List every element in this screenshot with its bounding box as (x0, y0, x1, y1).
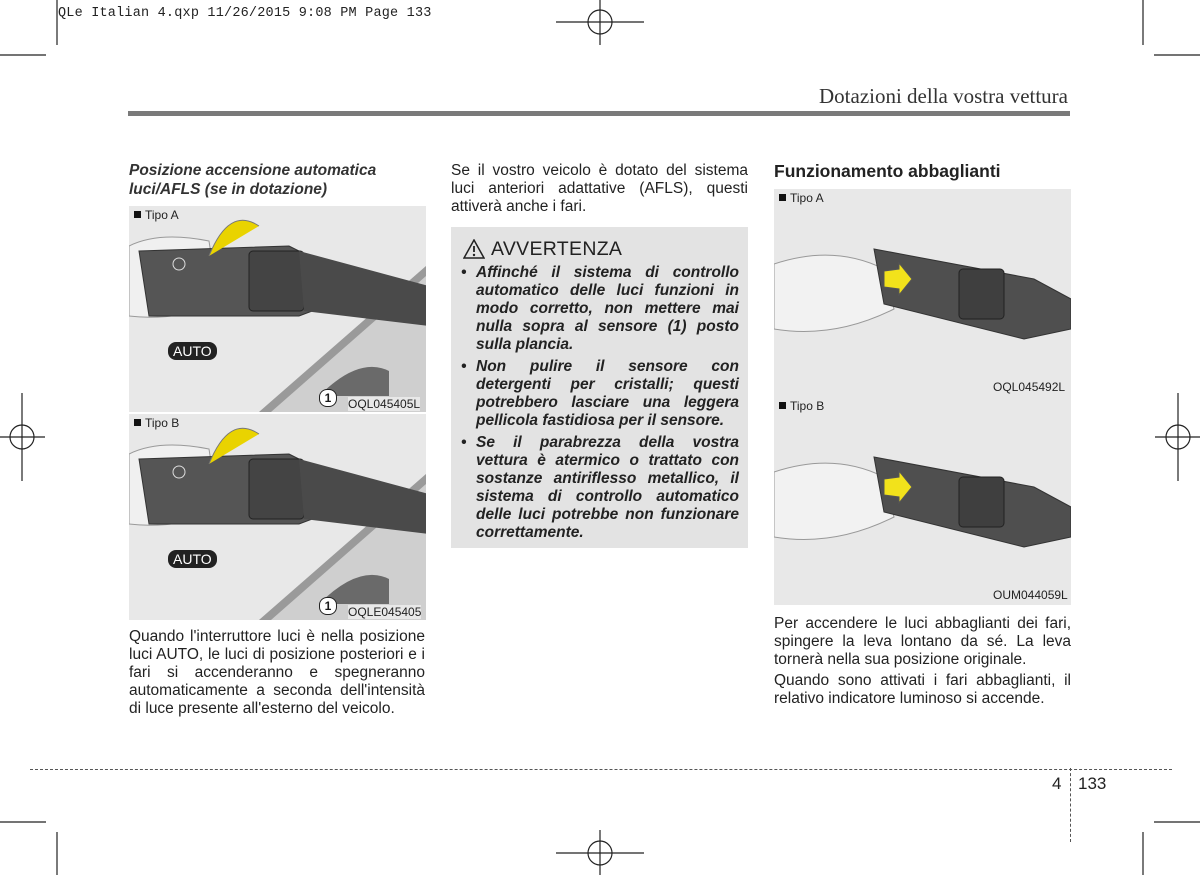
print-slug: QLe Italian 4.qxp 11/26/2015 9:08 PM Page 133 (58, 6, 432, 21)
auto-light-section-title: Posizione accensione automatica luci/AFLS (se in dotazione) (129, 162, 377, 198)
warning-item: • Affinché il sistema di controllo automatico delle luci funzioni in modo corretto, non mettere mai nulla sopra al sensore (1) posto sulla plancia. (461, 264, 739, 353)
high-beam-lever-illustration-a (774, 189, 1071, 397)
high-beam-lever-illustration-b (774, 397, 1071, 605)
figure-code: OUM044059L (993, 588, 1068, 602)
figure-code: OQLE045405 (348, 605, 422, 619)
warning-title: AVVERTENZA (491, 238, 623, 260)
auto-badge: AUTO (168, 342, 217, 360)
tipo-label: Tipo A (779, 191, 824, 205)
warning-list (459, 264, 739, 546)
header-rule (128, 111, 1070, 116)
registration-mark-right (1155, 393, 1200, 481)
high-beam-paragraph-1: Per accendere le luci abbaglianti dei fari, spingere la leva lontano da sé. La leva tornerà nella sua posizione originale. (774, 615, 1071, 668)
section-header-title: Dotazioni della vostra vettura (819, 84, 1068, 108)
tipo-label: Tipo A (134, 208, 179, 222)
figure-code: OQL045405L (348, 397, 421, 411)
warning-box (451, 227, 748, 548)
figure-high-beam-tipo-b (774, 397, 1071, 605)
registration-mark-top (556, 0, 644, 45)
high-beam-paragraph-2: Quando sono attivati i fari abbaglianti, il relativo indicatore luminoso si accende. (774, 672, 1071, 707)
afls-paragraph: Se il vostro veicolo è dotato del sistema luci anteriori adattative (AFLS), questi attiverà anche i fari. (451, 162, 748, 215)
registration-mark-left (0, 393, 45, 481)
sensor-callout: 1 (319, 389, 337, 407)
figure-code: OQL045492L (993, 380, 1066, 394)
auto-badge: AUTO (168, 550, 217, 568)
warning-item: • Se il parabrezza della vostra vettura è atermico o trattato con sostanze antiriflesso metallico, il sistema di controllo automatico delle luci potrebbe non funzionare correttamente. (461, 434, 739, 541)
tipo-label: Tipo B (134, 416, 179, 430)
light-switch-illustration-a (129, 206, 426, 412)
light-switch-illustration-b (129, 414, 426, 620)
high-beam-section-title: Funzionamento abbaglianti (774, 161, 1001, 181)
page-number-divider (1070, 768, 1071, 842)
warning-triangle-icon (463, 239, 485, 259)
auto-light-paragraph: Quando l'interruttore luci è nella posizione luci AUTO, le luci di posizione posteriori e i fari si accenderanno e spegneranno automaticamente a seconda dell'intensità di luce presente all'esterno del veicolo. (129, 628, 425, 717)
warning-item: • Non pulire il sensore con detergenti per cristalli; questi potrebbero lasciare una leggera pellicola fastidiosa per il sensore. (461, 358, 739, 429)
figure-auto-light-tipo-a (129, 206, 426, 412)
sensor-callout: 1 (319, 597, 337, 615)
registration-mark-bottom (556, 830, 644, 875)
chapter-number: 4 (1052, 774, 1062, 793)
footer-rule (30, 769, 1172, 770)
figure-auto-light-tipo-b (129, 414, 426, 620)
page-number: 133 (1078, 774, 1107, 793)
figure-high-beam-tipo-a (774, 189, 1071, 397)
tipo-label: Tipo B (779, 399, 824, 413)
